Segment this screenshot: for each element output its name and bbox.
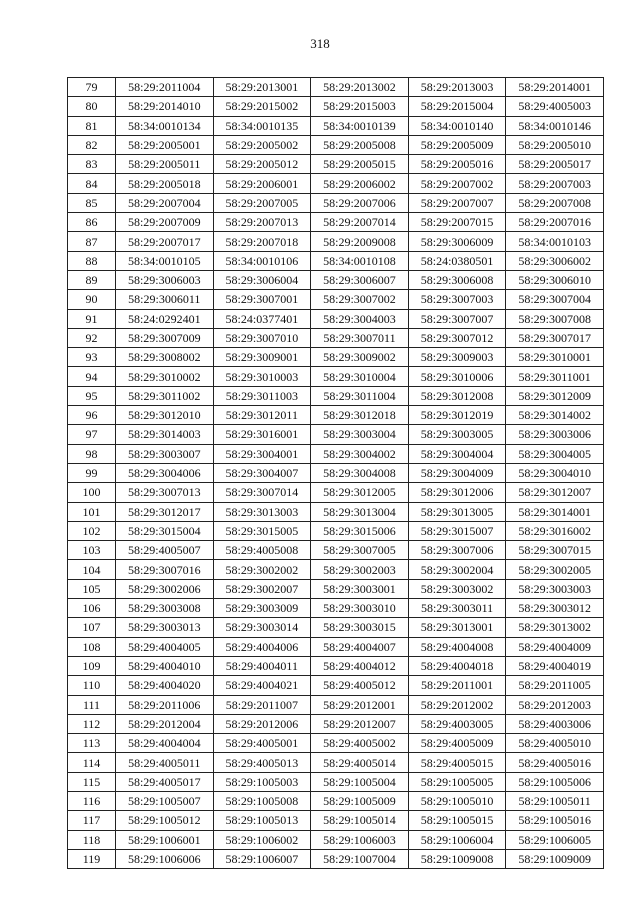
cadastral-code-cell: 58:29:1007004 (311, 849, 409, 868)
cadastral-code-cell: 58:29:3007016 (116, 560, 214, 579)
cadastral-code-cell: 58:29:3003006 (506, 425, 604, 444)
cadastral-code-cell: 58:29:2006001 (213, 174, 311, 193)
cadastral-code-cell: 58:29:4003006 (506, 714, 604, 733)
cadastral-code-cell: 58:29:4005009 (408, 734, 506, 753)
cadastral-code-cell: 58:29:2015002 (213, 97, 311, 116)
page-number: 318 (310, 36, 330, 51)
cadastral-code-cell: 58:29:3007001 (213, 290, 311, 309)
cadastral-code-cell: 58:29:3014002 (506, 406, 604, 425)
table-row (68, 599, 604, 618)
cadastral-code-cell: 58:29:3006010 (506, 270, 604, 289)
cadastral-code-cell: 58:29:4004020 (116, 676, 214, 695)
cadastral-code-cell: 58:29:3010002 (116, 367, 214, 386)
row-number-cell: 86 (68, 213, 116, 232)
table-row (68, 290, 604, 309)
cadastral-code-cell: 58:29:2012003 (506, 695, 604, 714)
cadastral-code-cell: 58:29:3012005 (311, 483, 409, 502)
cadastral-code-cell: 58:34:0010135 (213, 116, 311, 135)
row-number-cell: 81 (68, 116, 116, 135)
cadastral-code-cell: 58:24:0380501 (408, 251, 506, 270)
table-row (68, 579, 604, 598)
row-number-cell: 107 (68, 618, 116, 637)
cadastral-code-cell: 58:29:3015005 (213, 521, 311, 540)
cadastral-code-cell: 58:29:3007006 (408, 541, 506, 560)
row-number-cell: 110 (68, 676, 116, 695)
cadastral-code-cell: 58:29:1009009 (506, 849, 604, 868)
cadastral-code-cell: 58:29:2005002 (213, 135, 311, 154)
cadastral-code-cell: 58:29:2005001 (116, 135, 214, 154)
row-number-cell: 102 (68, 521, 116, 540)
table-row (68, 560, 604, 579)
cadastral-code-cell: 58:29:3004009 (408, 463, 506, 482)
cadastral-code-cell: 58:29:3007014 (213, 483, 311, 502)
table-row (68, 78, 604, 97)
table-row (68, 676, 604, 695)
table-row (68, 830, 604, 849)
cadastral-code-cell: 58:29:3003002 (408, 579, 506, 598)
cadastral-code-cell: 58:29:3015004 (116, 521, 214, 540)
cadastral-code-cell: 58:29:3003001 (311, 579, 409, 598)
cadastral-code-cell: 58:29:1006007 (213, 849, 311, 868)
table-row (68, 367, 604, 386)
cadastral-code-cell: 58:29:3003013 (116, 618, 214, 637)
cadastral-code-cell: 58:29:2011006 (116, 695, 214, 714)
cadastral-code-cell: 58:29:3015006 (311, 521, 409, 540)
cadastral-code-cell: 58:29:3003010 (311, 599, 409, 618)
cadastral-code-cell: 58:29:3010006 (408, 367, 506, 386)
cadastral-code-cell: 58:29:3016001 (213, 425, 311, 444)
cadastral-code-cell: 58:29:3004010 (506, 463, 604, 482)
cadastral-code-cell: 58:29:2011005 (506, 676, 604, 695)
cadastral-code-cell: 58:29:2007014 (311, 213, 409, 232)
cadastral-code-cell: 58:29:3004001 (213, 444, 311, 463)
table-row (68, 483, 604, 502)
cadastral-code-cell: 58:29:1005009 (311, 791, 409, 810)
cadastral-code-cell: 58:29:4004011 (213, 656, 311, 675)
cadastral-code-cell: 58:29:3006009 (408, 232, 506, 251)
cadastral-code-cell: 58:29:2005008 (311, 135, 409, 154)
cadastral-code-cell: 58:29:2007007 (408, 193, 506, 212)
table-row (68, 251, 604, 270)
cadastral-code-cell: 58:29:1005006 (506, 772, 604, 791)
cadastral-code-cell: 58:24:0377401 (213, 309, 311, 328)
cadastral-code-cell: 58:29:2007018 (213, 232, 311, 251)
cadastral-code-cell: 58:29:2013001 (213, 78, 311, 97)
table-row (68, 714, 604, 733)
cadastral-code-cell: 58:29:2011004 (116, 78, 214, 97)
cadastral-code-cell: 58:29:3003009 (213, 599, 311, 618)
cadastral-code-cell: 58:29:3010004 (311, 367, 409, 386)
cadastral-code-cell: 58:29:4004019 (506, 656, 604, 675)
cadastral-code-cell: 58:29:1005012 (116, 811, 214, 830)
cadastral-code-cell: 58:29:3010003 (213, 367, 311, 386)
cadastral-code-cell: 58:29:3015007 (408, 521, 506, 540)
cadastral-code-cell: 58:29:3004002 (311, 444, 409, 463)
cadastral-code-cell: 58:29:3007004 (506, 290, 604, 309)
cadastral-code-cell: 58:34:0010106 (213, 251, 311, 270)
cadastral-code-cell: 58:29:3004008 (311, 463, 409, 482)
cadastral-code-cell: 58:29:3003008 (116, 599, 214, 618)
cadastral-code-cell: 58:29:3016002 (506, 521, 604, 540)
table-row (68, 791, 604, 810)
row-number-cell: 114 (68, 753, 116, 772)
cadastral-code-cell: 58:29:4004004 (116, 734, 214, 753)
cadastral-code-cell: 58:29:2013003 (408, 78, 506, 97)
cadastral-code-cell: 58:29:2013002 (311, 78, 409, 97)
cadastral-code-cell: 58:29:1006004 (408, 830, 506, 849)
cadastral-code-cell: 58:29:3011003 (213, 386, 311, 405)
cadastral-code-cell: 58:29:2011001 (408, 676, 506, 695)
cadastral-code-cell: 58:29:3002002 (213, 560, 311, 579)
cadastral-code-cell: 58:29:2011007 (213, 695, 311, 714)
table-row (68, 328, 604, 347)
cadastral-code-cell: 58:29:4005017 (116, 772, 214, 791)
cadastral-code-cell: 58:29:4004006 (213, 637, 311, 656)
row-number-cell: 105 (68, 579, 116, 598)
table-row (68, 386, 604, 405)
cadastral-code-cell: 58:29:1005013 (213, 811, 311, 830)
cadastral-code-cell: 58:29:3004006 (116, 463, 214, 482)
row-number-cell: 95 (68, 386, 116, 405)
cadastral-code-cell: 58:34:0010105 (116, 251, 214, 270)
row-number-cell: 97 (68, 425, 116, 444)
cadastral-code-cell: 58:29:4003005 (408, 714, 506, 733)
cadastral-code-cell: 58:29:3003005 (408, 425, 506, 444)
cadastral-code-cell: 58:29:1005014 (311, 811, 409, 830)
row-number-cell: 108 (68, 637, 116, 656)
cadastral-code-cell: 58:29:3012006 (408, 483, 506, 502)
cadastral-code-cell: 58:29:1005010 (408, 791, 506, 810)
row-number-cell: 118 (68, 830, 116, 849)
table-row (68, 463, 604, 482)
row-number-cell: 82 (68, 135, 116, 154)
table-row (68, 695, 604, 714)
cadastral-code-cell: 58:29:4004008 (408, 637, 506, 656)
cadastral-code-cell: 58:29:2012004 (116, 714, 214, 733)
cadastral-code-cell: 58:29:3012019 (408, 406, 506, 425)
cadastral-code-cell: 58:29:4005008 (213, 541, 311, 560)
row-number-cell: 103 (68, 541, 116, 560)
cadastral-code-cell: 58:29:3004007 (213, 463, 311, 482)
cadastral-code-cell: 58:29:2007013 (213, 213, 311, 232)
table-row (68, 502, 604, 521)
cadastral-code-cell: 58:29:3004004 (408, 444, 506, 463)
cadastral-code-cell: 58:29:3007008 (506, 309, 604, 328)
cadastral-code-cell: 58:29:3002004 (408, 560, 506, 579)
cadastral-code-cell: 58:29:2007002 (408, 174, 506, 193)
cadastral-code-cell: 58:29:2005018 (116, 174, 214, 193)
cadastral-code-cell: 58:29:4005012 (311, 676, 409, 695)
cadastral-code-cell: 58:29:3002006 (116, 579, 214, 598)
row-number-cell: 93 (68, 348, 116, 367)
row-number-cell: 96 (68, 406, 116, 425)
cadastral-code-cell: 58:29:1006005 (506, 830, 604, 849)
cadastral-code-cell: 58:29:3003011 (408, 599, 506, 618)
cadastral-code-cell: 58:34:0010146 (506, 116, 604, 135)
cadastral-code-cell: 58:29:3007012 (408, 328, 506, 347)
cadastral-code-cell: 58:29:2007008 (506, 193, 604, 212)
cadastral-code-cell: 58:29:1006006 (116, 849, 214, 868)
cadastral-code-cell: 58:29:1005015 (408, 811, 506, 830)
table-row (68, 309, 604, 328)
cadastral-code-cell: 58:29:1005004 (311, 772, 409, 791)
row-number-cell: 100 (68, 483, 116, 502)
table-row (68, 637, 604, 656)
cadastral-code-cell: 58:29:3013003 (213, 502, 311, 521)
row-number-cell: 104 (68, 560, 116, 579)
cadastral-code-cell: 58:29:3003015 (311, 618, 409, 637)
table-row (68, 541, 604, 560)
table-row (68, 155, 604, 174)
cadastral-code-cell: 58:29:3007015 (506, 541, 604, 560)
cadastral-code-cell: 58:29:4005013 (213, 753, 311, 772)
table-row (68, 270, 604, 289)
cadastral-code-cell: 58:29:2014001 (506, 78, 604, 97)
row-number-cell: 119 (68, 849, 116, 868)
row-number-cell: 94 (68, 367, 116, 386)
row-number-cell: 99 (68, 463, 116, 482)
row-number-cell: 84 (68, 174, 116, 193)
cadastral-code-cell: 58:29:3012007 (506, 483, 604, 502)
cadastral-code-cell: 58:29:3012017 (116, 502, 214, 521)
cadastral-code-cell: 58:29:3004005 (506, 444, 604, 463)
cadastral-code-cell: 58:29:3010001 (506, 348, 604, 367)
table-row (68, 116, 604, 135)
cadastral-code-cell: 58:29:2007017 (116, 232, 214, 251)
cadastral-code-cell: 58:29:3007017 (506, 328, 604, 347)
cadastral-code-cell: 58:34:0010134 (116, 116, 214, 135)
table-row (68, 444, 604, 463)
cadastral-code-cell: 58:29:3013004 (311, 502, 409, 521)
cadastral-code-cell: 58:29:4005016 (506, 753, 604, 772)
cadastral-code-cell: 58:34:0010108 (311, 251, 409, 270)
cadastral-code-cell: 58:29:3009002 (311, 348, 409, 367)
cadastral-code-cell: 58:29:4004021 (213, 676, 311, 695)
row-number-cell: 115 (68, 772, 116, 791)
table-row (68, 425, 604, 444)
table-row (68, 193, 604, 212)
cadastral-code-cell: 58:29:3011001 (506, 367, 604, 386)
cadastral-code-cell: 58:29:4005014 (311, 753, 409, 772)
cadastral-code-cell: 58:29:3007005 (311, 541, 409, 560)
row-number-cell: 89 (68, 270, 116, 289)
table-row (68, 232, 604, 251)
cadastral-code-cell: 58:29:2007004 (116, 193, 214, 212)
row-number-cell: 98 (68, 444, 116, 463)
cadastral-code-cell: 58:29:3003003 (506, 579, 604, 598)
table-row (68, 618, 604, 637)
cadastral-code-cell: 58:29:2015003 (311, 97, 409, 116)
row-number-cell: 111 (68, 695, 116, 714)
table-row (68, 734, 604, 753)
cadastral-code-cell: 58:29:3006003 (116, 270, 214, 289)
cadastral-code-cell: 58:29:3013001 (408, 618, 506, 637)
row-number-cell: 106 (68, 599, 116, 618)
row-number-cell: 116 (68, 791, 116, 810)
row-number-cell: 79 (68, 78, 116, 97)
table-row (68, 656, 604, 675)
cadastral-code-cell: 58:29:3003014 (213, 618, 311, 637)
table-body (68, 78, 604, 869)
cadastral-code-cell: 58:29:3011002 (116, 386, 214, 405)
cadastral-code-cell: 58:29:3004003 (311, 309, 409, 328)
cadastral-code-cell: 58:29:2012006 (213, 714, 311, 733)
row-number-cell: 117 (68, 811, 116, 830)
row-number-cell: 85 (68, 193, 116, 212)
cadastral-code-cell: 58:29:4005002 (311, 734, 409, 753)
table-row (68, 811, 604, 830)
cadastral-code-cell: 58:29:3007003 (408, 290, 506, 309)
cadastral-code-cell: 58:29:3012018 (311, 406, 409, 425)
cadastral-code-cell: 58:29:4005003 (506, 97, 604, 116)
table-row (68, 97, 604, 116)
cadastral-code-cell: 58:29:4004012 (311, 656, 409, 675)
cadastral-code-cell: 58:29:2007009 (116, 213, 214, 232)
cadastral-code-cell: 58:29:3006008 (408, 270, 506, 289)
cadastral-codes-table (67, 77, 604, 869)
cadastral-code-cell: 58:29:3007007 (408, 309, 506, 328)
cadastral-code-cell: 58:29:3012010 (116, 406, 214, 425)
cadastral-code-cell: 58:29:2007015 (408, 213, 506, 232)
cadastral-code-cell: 58:29:3013002 (506, 618, 604, 637)
cadastral-code-cell: 58:29:3012008 (408, 386, 506, 405)
cadastral-code-cell: 58:29:3012011 (213, 406, 311, 425)
cadastral-code-cell: 58:29:3003004 (311, 425, 409, 444)
cadastral-code-cell: 58:29:2005012 (213, 155, 311, 174)
cadastral-code-cell: 58:29:2007005 (213, 193, 311, 212)
cadastral-code-cell: 58:29:1006001 (116, 830, 214, 849)
cadastral-code-cell: 58:29:4005010 (506, 734, 604, 753)
cadastral-code-cell: 58:34:0010139 (311, 116, 409, 135)
cadastral-code-cell: 58:29:2014010 (116, 97, 214, 116)
cadastral-code-cell: 58:29:3002007 (213, 579, 311, 598)
row-number-cell: 83 (68, 155, 116, 174)
cadastral-code-cell: 58:29:3013005 (408, 502, 506, 521)
cadastral-code-cell: 58:29:3012009 (506, 386, 604, 405)
cadastral-code-cell: 58:29:4004005 (116, 637, 214, 656)
cadastral-code-cell: 58:29:4005011 (116, 753, 214, 772)
cadastral-code-cell: 58:29:4005007 (116, 541, 214, 560)
cadastral-code-cell: 58:29:3007013 (116, 483, 214, 502)
cadastral-code-cell: 58:29:2005011 (116, 155, 214, 174)
cadastral-code-cell: 58:29:1009008 (408, 849, 506, 868)
cadastral-code-cell: 58:29:3003012 (506, 599, 604, 618)
cadastral-code-cell: 58:29:2006002 (311, 174, 409, 193)
table-row (68, 174, 604, 193)
cadastral-code-cell: 58:29:4004018 (408, 656, 506, 675)
cadastral-code-cell: 58:34:0010103 (506, 232, 604, 251)
table-row (68, 213, 604, 232)
cadastral-code-cell: 58:29:4005015 (408, 753, 506, 772)
cadastral-code-cell: 58:29:3006011 (116, 290, 214, 309)
row-number-cell: 80 (68, 97, 116, 116)
cadastral-code-cell: 58:29:4005001 (213, 734, 311, 753)
cadastral-code-cell: 58:29:3006002 (506, 251, 604, 270)
cadastral-code-cell: 58:29:4004007 (311, 637, 409, 656)
table-row (68, 753, 604, 772)
cadastral-code-cell: 58:34:0010140 (408, 116, 506, 135)
cadastral-code-cell: 58:29:3014003 (116, 425, 214, 444)
table-row (68, 772, 604, 791)
row-number-cell: 91 (68, 309, 116, 328)
row-number-cell: 109 (68, 656, 116, 675)
cadastral-code-cell: 58:29:1005007 (116, 791, 214, 810)
table-row (68, 406, 604, 425)
row-number-cell: 88 (68, 251, 116, 270)
cadastral-code-cell: 58:29:4004010 (116, 656, 214, 675)
cadastral-code-cell: 58:29:1006003 (311, 830, 409, 849)
cadastral-code-cell: 58:29:3006007 (311, 270, 409, 289)
cadastral-code-cell: 58:29:2007003 (506, 174, 604, 193)
table-row (68, 521, 604, 540)
cadastral-code-cell: 58:29:2007006 (311, 193, 409, 212)
cadastral-code-cell: 58:29:1005016 (506, 811, 604, 830)
cadastral-code-cell: 58:29:3003007 (116, 444, 214, 463)
table-row (68, 849, 604, 868)
table-row (68, 135, 604, 154)
cadastral-code-cell: 58:29:3014001 (506, 502, 604, 521)
cadastral-code-cell: 58:29:3006004 (213, 270, 311, 289)
cadastral-code-cell: 58:29:2012001 (311, 695, 409, 714)
row-number-cell: 92 (68, 328, 116, 347)
cadastral-code-cell: 58:29:3011004 (311, 386, 409, 405)
cadastral-code-cell: 58:24:0292401 (116, 309, 214, 328)
cadastral-code-cell: 58:29:3002005 (506, 560, 604, 579)
cadastral-code-cell: 58:29:3007009 (116, 328, 214, 347)
cadastral-code-cell: 58:29:1005011 (506, 791, 604, 810)
cadastral-code-cell: 58:29:3007002 (311, 290, 409, 309)
cadastral-code-cell: 58:29:2009008 (311, 232, 409, 251)
cadastral-code-cell: 58:29:2007016 (506, 213, 604, 232)
cadastral-code-cell: 58:29:1005005 (408, 772, 506, 791)
cadastral-code-cell: 58:29:2005009 (408, 135, 506, 154)
cadastral-code-cell: 58:29:2005016 (408, 155, 506, 174)
cadastral-code-cell: 58:29:2005015 (311, 155, 409, 174)
cadastral-code-cell: 58:29:2012002 (408, 695, 506, 714)
cadastral-code-cell: 58:29:1006002 (213, 830, 311, 849)
row-number-cell: 113 (68, 734, 116, 753)
row-number-cell: 90 (68, 290, 116, 309)
cadastral-code-cell: 58:29:3002003 (311, 560, 409, 579)
cadastral-code-cell: 58:29:1005003 (213, 772, 311, 791)
cadastral-code-cell: 58:29:3009003 (408, 348, 506, 367)
table-row (68, 348, 604, 367)
cadastral-code-cell: 58:29:1005008 (213, 791, 311, 810)
row-number-cell: 112 (68, 714, 116, 733)
cadastral-code-cell: 58:29:4004009 (506, 637, 604, 656)
cadastral-code-cell: 58:29:3008002 (116, 348, 214, 367)
cadastral-code-cell: 58:29:2005017 (506, 155, 604, 174)
cadastral-code-cell: 58:29:3007011 (311, 328, 409, 347)
row-number-cell: 101 (68, 502, 116, 521)
cadastral-code-cell: 58:29:2005010 (506, 135, 604, 154)
cadastral-code-cell: 58:29:2012007 (311, 714, 409, 733)
cadastral-code-cell: 58:29:3009001 (213, 348, 311, 367)
row-number-cell: 87 (68, 232, 116, 251)
cadastral-code-cell: 58:29:2015004 (408, 97, 506, 116)
cadastral-code-cell: 58:29:3007010 (213, 328, 311, 347)
